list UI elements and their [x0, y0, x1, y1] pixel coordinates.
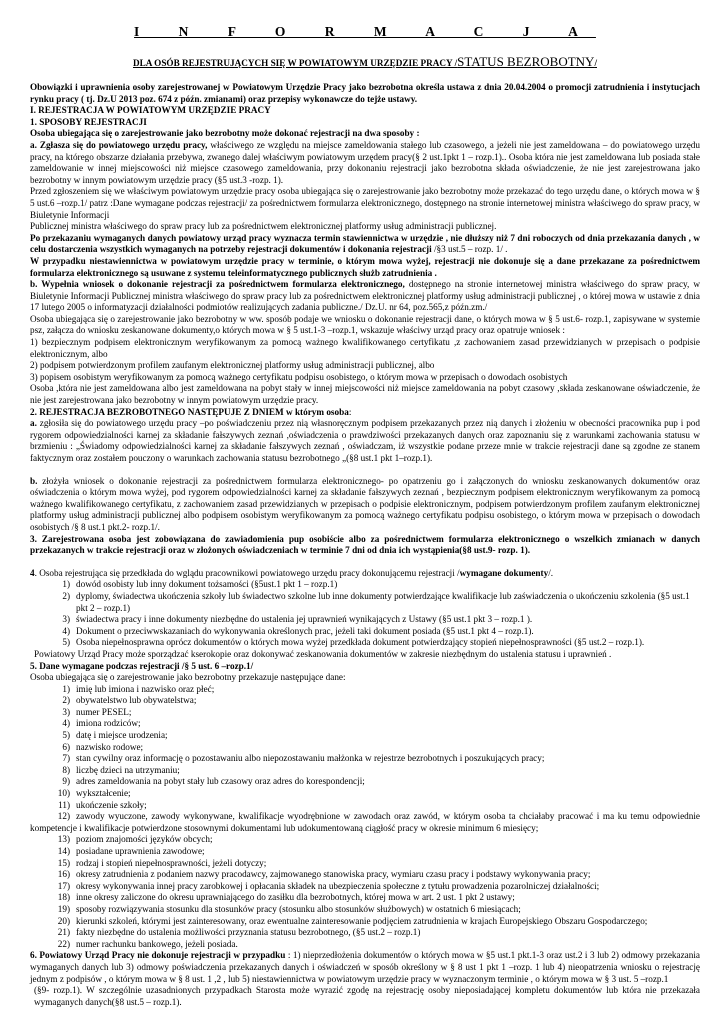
list-item-text: liczbę dzieci na utrzymaniu; [76, 764, 180, 775]
list-item [30, 800, 700, 812]
list-item-text: imiona rodziców; [76, 718, 141, 729]
list-item-number: 4) [62, 625, 70, 636]
list-item [30, 591, 700, 614]
list-item-text: numer rachunku bankowego, jeżeli posiada. [76, 938, 238, 949]
method-a [30, 140, 700, 186]
intro-paragraph: Obowiązki i uprawnienia osoby zarejestrowanej w Powiatowym Urzędzie Pracy jako bezrobotna określa ustawa z dnia 20.04.2004 o promocji zatrudnienia i instytucjach rynku pracy ( tj. Dz.U 2013 poz. 674 z późn. zmianami) oraz przepisy wykonawcze do tejże ustawy. [30, 82, 700, 104]
paragraph-9: (§9- rozp.1). W szczególnie uzasadnionych przypadkach Starosta może wyrazić zgodę na rejestrację osoby nieposiadającej kompletu dokumentów lub która nie przekazała wymaganych danych(§8 ust.5 – rozp.1). [34, 985, 700, 1007]
list-item-text: Dokument o przeciwwskazaniach do wykonywania określonych prac, jeżeli taki dokument posiada (§5 ust.1 pkt 4 – rozp.1). [76, 625, 534, 636]
list-item [30, 776, 700, 788]
list-item [30, 579, 700, 591]
list-item [30, 742, 700, 754]
list-item-number: 15) [57, 857, 70, 868]
paragraph-po-end: /§3 ust.5 – rozp. 1/ . [431, 244, 508, 255]
list-item-number: 20) [57, 915, 70, 926]
list-item-text: sposoby rozwiązywania stosunku dla stosunków pracy (stosunku albo stosunków służbowych) w ostatnich 6 miesiącach; [76, 903, 521, 914]
registration-b [30, 476, 700, 534]
list-item [30, 788, 700, 800]
signature-option-2: 2) podpisem potwierdzonym profilem zaufanym elektronicznej platformy usług administracji publicznej, albo [30, 360, 435, 371]
list-item-number: 2) [62, 695, 70, 706]
document-page [30, 26, 700, 1008]
list-item-text: nazwisko rodowe; [76, 741, 144, 752]
data-item-12-text: zawody wyuczone, zawody wykonywane, kwalifikacje wyodrębnione w zawodach oraz zawód, w którym osoba ta chciałaby pracować i ma ku temu odpowiednie kompetencje i kwalifikacje potwierdzone stosownymi dokumentami lub udokumentowaną ciągłość pracy w okresie minimum 6 miesięcy; [30, 811, 700, 833]
method-b-bold: b. Wypełnia wniosek o dokonanie rejestracji za pośrednictwem formularza elektronicznego, [30, 279, 405, 290]
list-item [30, 614, 700, 626]
section-heading-5: 5. Dane wymagane podczas rejestracji /§ 5 ust. 6 –rozp.1/ [30, 660, 254, 671]
list-item-number: 1) [62, 579, 70, 590]
list-item-text: dyplomy, świadectwa ukończenia szkoły lub świadectwo szkolne lub inne dokumenty potwierdzające kwalifikacje lub zaświadczenia o ukończeniu szkolenia (§5 ust.1 pkt 2 – rozp.1) [76, 590, 690, 613]
section-heading-1: I. REJESTRACJA W POWIATOWYM URZĘDZIE PRACY [30, 105, 271, 116]
paragraph-publ: Publicznej ministra właściwego do spraw pracy lub za pośrednictwem elektronicznej platformy usług administracji publicznej. [30, 221, 497, 232]
section-heading-sposoby: 1. SPOSOBY REJESTRACJI [30, 116, 147, 127]
list-item-number: 10) [57, 788, 70, 799]
signature-option-1: 1) bezpiecznym podpisem elektronicznym weryfikowanym za pomocą ważnego kwalifikowanego certyfikatu ,z zachowaniem zasad przewidzianych w przepisach o podpisie elektronicznym, albo [30, 337, 700, 359]
list-item [30, 892, 700, 904]
list-item [30, 846, 700, 858]
list-item [30, 637, 700, 649]
paragraph-po-bold: Po przekazaniu wymaganych danych powiatowy urząd pracy wyznacza termin stawiennictwa w urzędzie , nie dłuższy niż 7 dni roboczych od dnia przekazania danych , w celu dostarczenia wszystkich wymaganych na potrzeby rejestracji dokumentów i dokonania rejestracji [30, 232, 700, 255]
list-item [30, 904, 700, 916]
list-item-number: 5) [62, 637, 70, 648]
list-item-text: imię lub imiona i nazwisko oraz płeć; [76, 683, 215, 694]
list-item [30, 916, 700, 928]
signature-option-3: 3) popisem osobistym weryfikowanym za pomocą ważnego certyfikatu podpisu osobistego, o którym mowa w przepisach o dowodach osobistych [30, 371, 568, 382]
list-item-text: poziom znajomości języków obcych; [76, 834, 213, 845]
list-item-number: 2) [62, 590, 70, 601]
data-list-2 [30, 834, 700, 950]
paragraph-4-text: . Osoba rejestrująca się przedkłada do wglądu pracownikowi powiatowego urzędu pracy dokonującemu rejestracji / [34, 567, 460, 578]
list-item-number: 22) [57, 938, 70, 949]
list-item [30, 869, 700, 881]
list-item-number: 6) [62, 741, 70, 752]
data-list [30, 684, 700, 812]
list-item [30, 765, 700, 777]
list-item-text: świadectwa pracy i inne dokumenty niezbędne do ustalenia jej uprawnień wynikających z Ustawy (§5 ust.1 pkt 3 – rozp.1 ). [76, 614, 533, 625]
list-item-number: 18) [57, 892, 70, 903]
list-item-text: okresy wykonywania innej pracy zarobkowej i opłacania składek na ubezpieczenia społeczne z tytułu prowadzenia pozarolniczej działalności; [76, 880, 600, 891]
paragraph-w: W przypadku niestawiennictwa w powiatowym urzędzie pracy w terminie, o którym mowa wyżej, rejestracji nie dokonuje się a dane przekazane za pośrednictwem formularza elektronicznego są usuwane z systemu teleinformatycznego publicznych służb zatrudnienia . [30, 255, 700, 278]
registration-a-text: zgłosiła się do powiatowego urzędu pracy –po poświadczeniu przez nią własnoręcznym podpisem przekazanych przez nią danych i złożeniu w obecności pracownika pup i pod rygorem odpowiedzialności karnej za składanie fałszywych zeznań ,oświadczenia o prawdziwości przekazanych danych oraz zapoznaniu się z warunkami zachowania statusu w brzmieniu : „Świadomy odpowiedzialności karnej za składanie fałszywych zeznań , oświadczam, iż wszystkie podane przeze mnie w trakcie rejestracji dane są zgodne ze stanem faktycznym oraz zostałem pouczony o warunkach zachowania statusu bezrobotnego „(§8 ust.1 pkt 1–rozp.1). [30, 418, 700, 463]
list-item-text: datę i miejsce urodzenia; [76, 730, 168, 741]
method-b-text: dostępnego na stronie internetowej ministra właściwego do spraw pracy, w Biuletynie Informacji Publicznej ministra właściwego do spraw pracy lub za pośrednictwem elektronicznej platformy usług administracji publicznej , o której mowa w ustawie z dnia 17 lutego 2005 o informatyzacji działalności podmiotów realizujących zadania publiczne./ Dz.U. nr 64, poz.565,z późn.zm./ [30, 279, 701, 313]
paragraph-po [30, 233, 700, 256]
list-item [30, 858, 700, 870]
list-item [30, 707, 700, 719]
paragraph-5: Osoba ubiegająca się o zarejestrowanie jako bezrobotny przekazuje następujące dane: [30, 672, 346, 683]
documents-list [30, 579, 700, 649]
list-item-number: 1) [62, 683, 70, 694]
section-heading-methods: Osoba ubiegająca się o zarejestrowanie jako bezrobotny może dokonać rejestracji na dwa sposoby : [30, 128, 420, 139]
list-item-number: 3) [62, 706, 70, 717]
list-item [30, 927, 700, 939]
section-heading-2 [30, 407, 700, 419]
method-a-text: właściwego ze względu na miejsce zameldowania stałego lub czasowego, a jeżeli nie jest zameldowana – do powiatowego urzędu pracy, na którego obszarze działania przebywa, zwanego dalej właściwym powiatowym urzędem pracy(§ 2 ust.1pkt 1 – rozp.1).. Osoba która nie jest zameldowana lub posiada stałe zameldowanie w innej miejscowości niż miejsce czasowego zameldowania, przy dokonaniu rejestracji jako bezrobotna składa oświadczenie, że nie jest zarejestrowana jako bezrobotny w innym powiatowym urzędzie pracy (§5 ust.3 -rozp. 1). [30, 139, 700, 185]
paragraph-osoba2: Osoba ,która nie jest zameldowana albo jest zameldowana na pobyt stały w innej miejscowości niż miejsce zameldowania na pobyt czasowy ,składa zeskanowane oświadczenie, że nie jest zarejestrowana jako bezrobotny w innym powiatowym urzędzie pracy. [30, 383, 700, 406]
paragraph-6 [30, 950, 700, 985]
list-item-number: 14) [57, 846, 70, 856]
list-item-text: fakty niezbędne do ustalenia możliwości przyznania statusu bezrobotnego, (§5 ust.2 – rozp.1) [76, 927, 421, 938]
paragraph-4-end: /. [548, 567, 554, 578]
method-b [30, 279, 700, 314]
list-item-text: rodzaj i stopień niepełnosprawności, jeżeli dotyczy; [76, 857, 267, 868]
paragraph-osoba: Osoba ubiegająca się o zarejestrowanie jako bezrobotny w ww. sposób podaje we wniosku o dokonanie rejestracji dane, o których mowa w § 5 ust.6- rozp.1, zapisywane w systemie psz, załącza do wniosku zeskanowane dokumenty,o których mowa w § 5 ust.1-3 –rozp.1, wskazuje właściwy urząd pracy oraz opatruje wniosek : [30, 313, 700, 336]
list-item-number: 11) [58, 799, 70, 810]
subtitle-small: DLA OSÓB REJESTRUJĄCYCH SIĘ W POWIATOWYM URZĘDZIE PRACY / [132, 58, 458, 68]
list-item-text: posiadane uprawnienia zawodowe; [76, 846, 205, 856]
paragraph-4 [30, 568, 700, 580]
list-item [30, 730, 700, 742]
list-item-number: 7) [62, 753, 70, 764]
paragraph-pup: Powiatowy Urząd Pracy może sporządzać kserokopie oraz dokonywać zeskanowania dokumentów w zakresie niezbędnym do ustalenia statusu i uprawnień . [34, 648, 612, 659]
list-item-number: 13) [57, 834, 70, 845]
paragraph-3: 3. Zarejestrowana osoba jest zobowiązana do zawiadomienia pup osobiście albo za pośrednictwem formularza elektronicznego o wszelkich zmianach w danych przekazanych w trakcie rejestracji oraz w złożonych oświadczeniach w terminie 7 dni od dnia ich wystąpienia(§8 ust.9- rozp. 1). [30, 533, 700, 556]
subtitle-big: STATUS BEZROBOTNY [457, 54, 595, 69]
list-item-number: 5) [62, 730, 70, 741]
list-item [30, 718, 700, 730]
list-item-text: adres zameldowania na pobyt stały lub czasowy oraz adres do korespondencji; [76, 776, 365, 787]
list-item-text: inne okresy zaliczone do okresu uprawniającego do zasiłku dla bezrobotnych, której mowa w art. 2 ust. 1 pkt 2 ustawy; [76, 892, 515, 903]
list-item-text: Osoba niepełnosprawna oprócz dokumentów o których mowa wyżej przedkłada dokument potwierdzający stopień niepełnosprawności (§5 ust.2 – rozp.1). [76, 637, 645, 648]
list-item-text: stan cywilny oraz informację o pozostawaniu albo niepozostawaniu małżonka w rejestrze bezrobotnych i poszukujących pracy; [76, 753, 545, 764]
list-item-text: numer PESEL; [76, 706, 132, 717]
list-item-text: okresy zatrudnienia z podaniem nazwy pracodawcy, zajmowanego stanowiska pracy, wymiaru czasu pracy i podstawy wykonywania pracy; [76, 869, 591, 880]
list-item-number: 3) [62, 614, 70, 625]
section-heading-2-bold: 2. REJESTRACJA BEZROBOTNEGO NASTĘPUJE Z DNIEM w którym osoba [30, 406, 349, 417]
list-item-number: 9) [62, 776, 70, 787]
list-item-number: 21) [57, 927, 70, 938]
data-item-12-num: 12) [57, 811, 70, 822]
method-a-bold: a. Zgłasza się do powiatowego urzędu pracy, [30, 139, 208, 150]
list-item-text: wykształcenie; [76, 788, 131, 799]
paragraph-przed: Przed zgłoszeniem się we właściwym powiatowym urzędzie pracy osoba ubiegająca się o zarejestrowanie jako bezrobotny może przekazać do tego urzędu dane, o których mowa w § 5 ust.6 –rozp.1/ patrz :Dane wymagane podczas rejestracji/ za pośrednictwem formularza elektronicznego, dostępnego na stronie internetowej ministra właściwego do spraw pracy, w Biuletynie Informacji [30, 186, 700, 220]
page-title: I N F O R M A C J A [134, 24, 596, 39]
list-item [30, 939, 700, 951]
list-item-number: 8) [62, 764, 70, 775]
data-item-12 [30, 811, 700, 834]
registration-b-bold: b. [30, 475, 38, 486]
section-heading-2-end: : [348, 406, 352, 417]
list-item [30, 626, 700, 638]
paragraph-6-bold: . Powiatowy Urząd Pracy nie dokonuje rejestracji w przypadku [34, 950, 286, 961]
list-item-text: ukończenie szkoły; [76, 799, 147, 810]
registration-a-bold: a. [30, 418, 37, 429]
list-item [30, 753, 700, 765]
list-item-text: kierunki szkoleń, którymi jest zainteresowany, oraz ewentualne zainteresowanie podjęciem zatrudnienia w krajach Europejskiego Obszaru Gospodarczego; [76, 915, 648, 926]
paragraph-6-text: : 1) nieprzedłożenia dokumentów o których mowa w §5 ust.1 pkt.1-3 oraz ust.2 i 3 lub 2) odmowy przekazania wymaganych danych lub 3) odmowy poświadczenia przekazanych danych i oświadczeń w sposób określony w § 8 ust 1 pkt 1 –rozp. 1 lub 4) nieopatrzenia wniosku o rejestrację jednym z podpisów , o którym mowa w § 8 ust. 1 ,2 , lub 5) niestawiennictwa w powiatowym urzędzie pracy w wyznaczonym terminie , o którym mowa w § 3 ust. 5 –rozp.1 [30, 950, 700, 984]
page-subtitle [30, 56, 700, 70]
list-item [30, 695, 700, 707]
list-item-number: 16) [57, 869, 70, 880]
list-item [30, 834, 700, 846]
list-item-number: 17) [57, 880, 70, 891]
list-item-number: 19) [57, 903, 70, 914]
list-item [30, 881, 700, 893]
list-item-number: 4) [62, 718, 70, 729]
paragraph-4-bold: wymagane dokumenty [459, 567, 549, 578]
registration-b-text: złożyła wniosek o dokonanie rejestracji za pośrednictwem formularza elektronicznego- po opatrzeniu go i załączonych do wniosku zeskanowanych dokumentów oraz oświadczenia o którym mowa wyżej, pod rygorem odpowiedzialności karnej za składanie fałszywych zeznań , bezpiecznym podpisem elektronicznym weryfikowanym za pomocą ważnego kwalifikowanego certyfikatu, z zachowaniem zasad przewidzianych w przepisach o podpisie elektronicznym, podpisem potwierdzonym profilem zaufanym elektronicznej platformy usług administracji publicznej albo podpisem osobistym weryfikowanym za pomocą ważnego certyfikatu podpisu osobistego, o którym mowa w przepisach o dowodach osobistych /§ 8 ust.1 pkt.2- rozp.1/. [30, 475, 700, 532]
list-item [30, 684, 700, 696]
list-item-text: obywatelstwo lub obywatelstwa; [76, 695, 197, 706]
subtitle-end: / [594, 58, 597, 68]
registration-a [30, 418, 700, 464]
paragraph-4-num: 4 [30, 567, 35, 578]
paragraph-6-num: 6 [30, 950, 35, 961]
list-item-text: dowód osobisty lub inny dokument tożsamości (§5ust.1 pkt 1 – rozp.1) [76, 579, 338, 590]
